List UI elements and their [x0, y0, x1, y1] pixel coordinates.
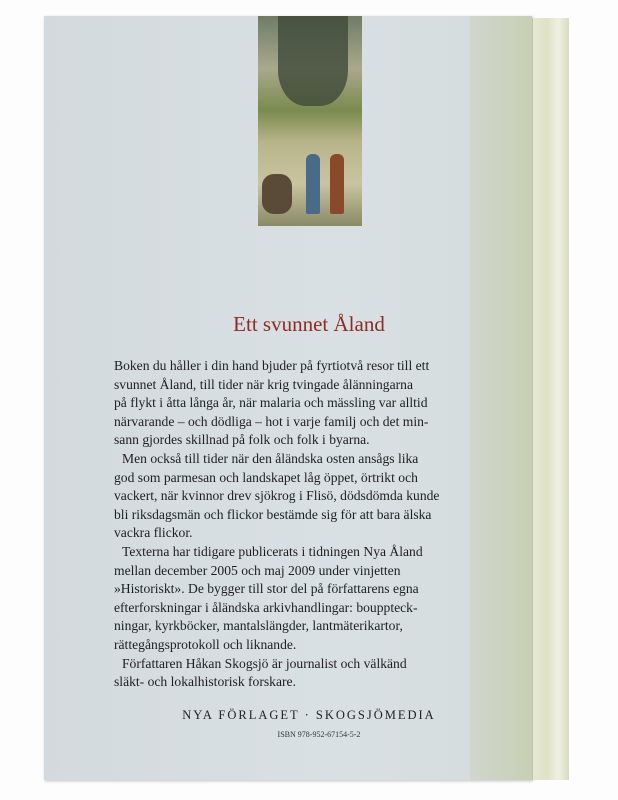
blurb-line: sann gjordes skillnad på folk och folk i byarna. — [114, 432, 370, 448]
blurb-line: svunnet Åland, till tider när krig tvingade ålänningarna — [114, 376, 413, 392]
blurb-line: ningar, kyrkböcker, mantalslängder, lantmäterikartor, — [114, 618, 403, 634]
blurb-line: god som parmesan och landskapet låg öppet, örtrikt och — [114, 469, 418, 485]
illustration-figure — [306, 154, 320, 214]
blurb-line: bli riksdagsmän och flickor bestämde sig för att bara älska — [114, 506, 432, 522]
illustration-tree — [278, 16, 348, 106]
blurb-line: vackra flickor. — [114, 525, 193, 541]
blurb-line: på flykt i åtta långa år, när malaria och mässling var alltid — [114, 395, 428, 411]
book-title: Ett svunnet Åland — [233, 312, 385, 336]
book-spine — [532, 18, 569, 780]
blurb-paragraph — [114, 450, 439, 543]
isbn: ISBN 978-952-67154-5-2 — [277, 730, 361, 739]
blurb-line: närvarande – och dödliga – hot i varje familj och det min- — [114, 413, 429, 429]
blurb-line: Boken du håller i din hand bjuder på fyrtiotvå resor till ett — [114, 358, 430, 373]
blurb-line: släkt- och lokalhistorisk forskare. — [114, 674, 296, 690]
illustration-figure — [330, 154, 344, 214]
blurb-line: Men också till tider när den åländska osten ansågs lika — [122, 450, 419, 466]
blurb-paragraph — [114, 357, 439, 450]
blurb-paragraph — [114, 655, 439, 692]
blurb-line: »Historiskt». De bygger till stor del på författarens egna — [114, 581, 419, 597]
blurb-paragraph — [114, 543, 439, 655]
cover-edge-strip — [470, 16, 532, 780]
blurb-text — [114, 357, 439, 692]
blurb-line: Texterna har tidigare publicerats i tidningen Nya Åland — [122, 543, 423, 559]
publishers: NYA FÖRLAGET · SKOGSJÖMEDIA — [182, 708, 436, 722]
blurb-line: vackert, när kvinnor drev sjökrog i Flisö, dödsdömda kunde — [114, 488, 440, 504]
cover-illustration — [258, 16, 362, 226]
illustration-figure — [262, 174, 292, 214]
blurb-line: efterforskningar i åländska arkivhandlingar: bouppteck- — [114, 599, 418, 615]
blurb-line: Författaren Håkan Skogsjö är journalist och välkänd — [122, 655, 407, 671]
blurb-line: mellan december 2005 och maj 2009 under vinjetten — [114, 562, 401, 578]
blurb-line: rättegångsprotokoll och liknande. — [114, 636, 297, 652]
